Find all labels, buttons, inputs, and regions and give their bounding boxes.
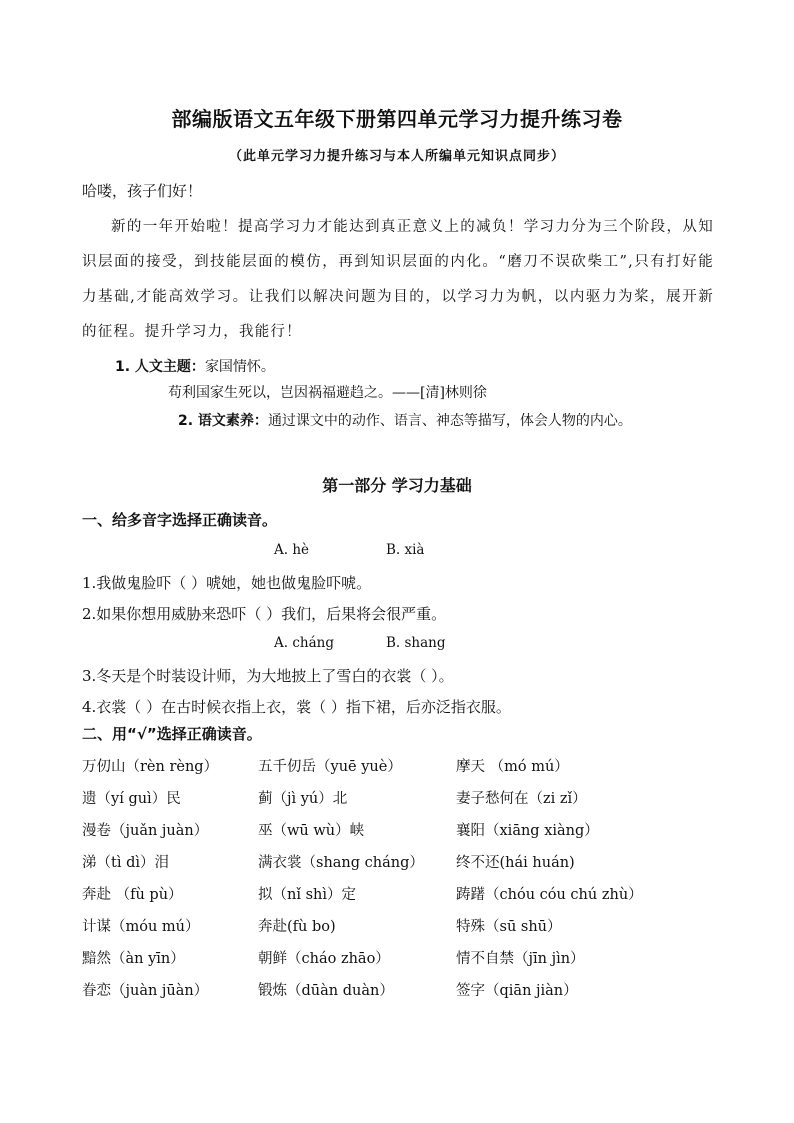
pinyin-item: 漫卷（juǎn juàn） [82,823,209,839]
pinyin-item: 涕（tì dì）泪 [82,855,169,871]
pinyin-item: 签字（qiān jiàn） [456,983,578,999]
pinyin-item: 特殊（sū shū） [456,919,562,935]
pinyin-item: 计谋（móu mú） [82,919,200,935]
page-subtitle: （此单元学习力提升练习与本人所编单元知识点同步） [228,149,565,164]
question-4: 4.衣裳（ ）在古时候衣指上衣，裳（ ）指下裙，后亦泛指衣服。 [82,698,511,716]
pinyin-item: 万仞山（rèn rèng） [82,759,219,775]
theme-item-1-label: 1. 人文主题： [115,359,205,375]
options-row-2 [274,635,446,651]
pinyin-item: 满衣裳（shang cháng） [258,855,424,871]
pinyin-item: 奔赴 （fù pù） [82,887,183,903]
part-one-title: 第一部分 学习力基础 [322,476,472,495]
theme-item-2-text: 通过课文中的动作、语言、神态等描写，体会人物的内心。 [267,413,632,429]
theme-item-1 [115,356,275,376]
question-3: 3.冬天是个时装设计师，为大地披上了雪白的衣裳（ ）。 [82,667,454,685]
pinyin-item: 情不自禁（jīn jìn） [456,951,585,967]
pinyin-item: 锻炼（dūàn duàn） [258,983,394,999]
page-title: 部编版语文五年级下册第四单元学习力提升练习卷 [171,107,623,131]
pinyin-item: 五千仞岳（yuē yuè） [258,759,402,775]
question-2: 2.如果你想用威胁来恐吓（ ）我们，后果将会很严重。 [82,605,447,623]
pinyin-item: 朝鲜（cháo zhāo） [258,951,390,967]
question-1: 1.我做鬼脸吓（ ）唬她，她也做鬼脸吓唬。 [82,574,372,592]
pinyin-item: 蓟（jì yú）北 [258,791,348,807]
option-a: A. hè [274,542,310,558]
section-2-heading: 二、用“√”选择正确读音。 [82,725,262,743]
pinyin-item: 踌躇（chóu cóu chú zhù） [456,887,643,903]
theme-item-1-text: 家国情怀。 [204,359,275,375]
option-a: A. cháng [274,635,334,651]
option-b: B. xià [386,542,425,558]
pinyin-item: 黯然（àn yīn） [82,951,185,967]
pinyin-item: 摩天 （mó mú） [456,759,569,775]
pinyin-item: 拟（nǐ shì）定 [258,887,357,903]
pinyin-item: 眷恋（juàn jūàn） [82,983,209,999]
theme-item-2 [178,410,632,430]
pinyin-item: 巫（wū wù）峡 [258,823,365,839]
options-row-1 [274,542,424,558]
theme-item-2-label: 2. 语文素养： [178,413,268,429]
pinyin-item: 奔赴(fù bo) [258,919,336,935]
intro-paragraph: 新的一年开始啦！提高学习力才能达到真正意义上的减负！学习力分为三个阶段，从知识层面的接受，到技能层面的模仿，再到知识层面的内化。“磨刀不误砍柴工”,只有打好能力基础,才能高效学习。让我们以解决问题为目的，以学习力为帆，以内驱力为桨，展开新的征程。提升学习力，我能行！ [82,219,714,340]
pinyin-item: 妻子愁何在（zi zǐ） [456,791,587,807]
theme-quote: 苟利国家生死以，岂因祸福避趋之。——[清]林则徐 [168,385,487,401]
option-b: B. shang [386,635,446,651]
pinyin-item: 遗（yí guì）民 [82,791,181,807]
greeting: 哈喽，孩子们好！ [82,182,203,200]
pinyin-item: 终不还(hái huán) [456,855,575,871]
pinyin-item: 襄阳（xiāng xiàng） [456,823,599,839]
section-1-heading: 一、给多音字选择正确读音。 [82,511,278,529]
